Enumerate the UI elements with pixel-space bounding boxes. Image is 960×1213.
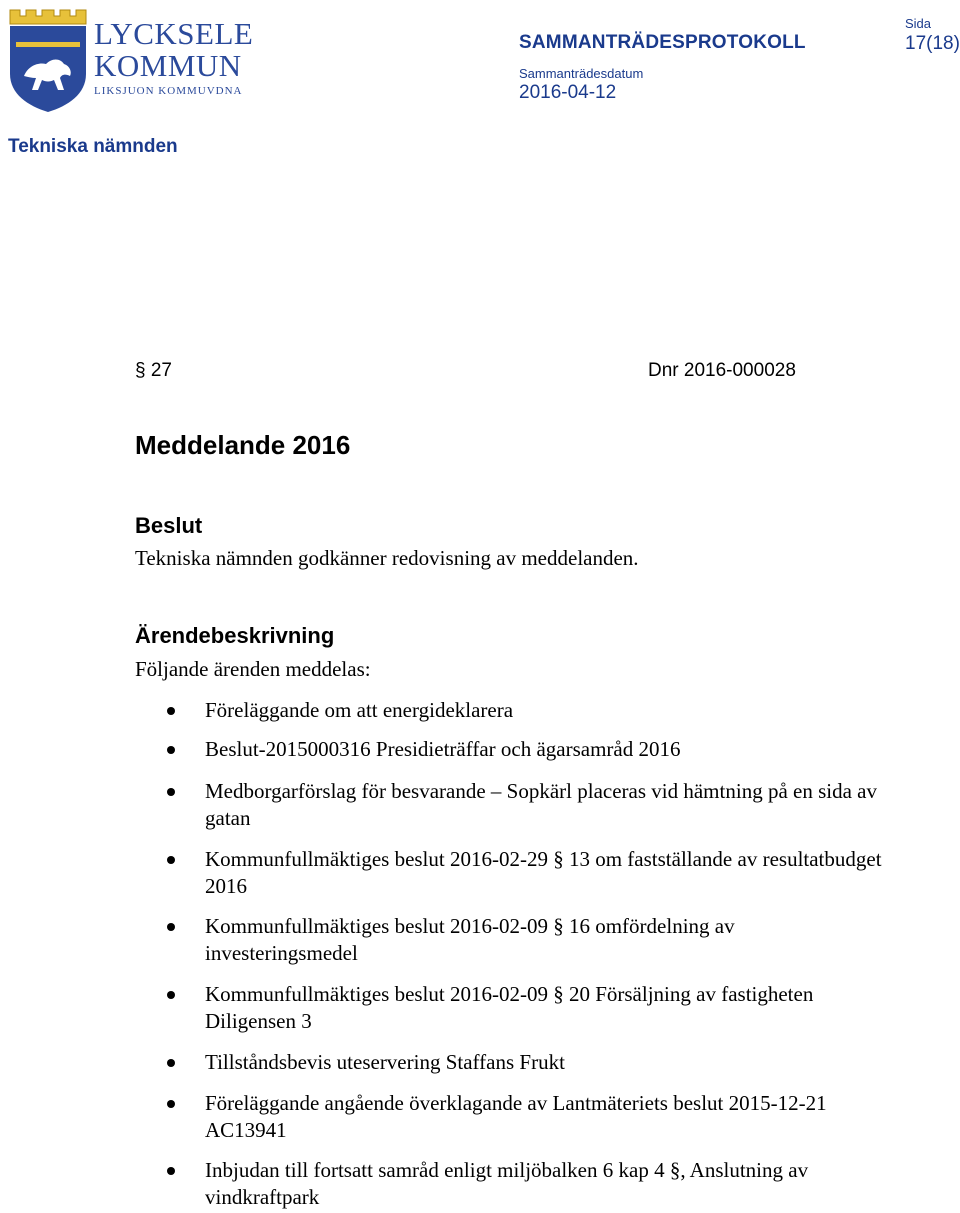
municipality-logo	[8, 6, 254, 114]
diary-number: Dnr 2016-000028	[648, 360, 796, 381]
list-item-text: Tillståndsbevis uteservering Staffans Frukt	[205, 1050, 565, 1074]
bullet-icon	[167, 923, 175, 931]
list-item	[205, 778, 885, 832]
list-item-text: Inbjudan till fortsatt samråd enligt miljöbalken 6 kap 4 §, Anslutning av vindkraftpark	[205, 1158, 809, 1209]
list-item	[205, 981, 885, 1035]
decision-text: Tekniska nämnden godkänner redovisning av meddelanden.	[135, 546, 639, 570]
logo-wordmark	[94, 18, 253, 97]
list-item	[205, 1049, 885, 1076]
bullet-icon	[167, 856, 175, 864]
committee-name: Tekniska nämnden	[8, 136, 178, 157]
list-item	[205, 1157, 885, 1211]
list-item	[205, 697, 885, 724]
logo-line-3: LIKSJUON KOMMUVDNA	[94, 85, 243, 97]
list-item-text: Beslut-2015000316 Presidieträffar och ägarsamråd 2016	[205, 737, 681, 761]
page-title: Meddelande 2016	[135, 430, 351, 460]
list-item	[205, 1090, 885, 1144]
list-item	[205, 846, 885, 900]
list-item-text: Föreläggande om att energideklarera	[205, 698, 514, 722]
description-heading: Ärendebeskrivning	[135, 623, 335, 648]
paragraph-number: § 27	[135, 360, 172, 381]
list-item	[205, 736, 885, 763]
bullet-icon	[167, 1059, 175, 1067]
bullet-icon	[167, 1167, 175, 1175]
page-number: 17(18)	[905, 33, 960, 54]
bullet-icon	[167, 1100, 175, 1108]
page-label: Sida	[905, 16, 932, 31]
list-item-text: Kommunfullmäktiges beslut 2016-02-09 § 20 Försäljning av fastigheten Diligensen 3	[205, 982, 814, 1033]
list-item-text: Medborgarförslag för besvarande – Sopkärl placeras vid hämtning på en sida av gatan	[205, 779, 877, 830]
list-item-text: Kommunfullmäktiges beslut 2016-02-29 § 13 om fastställande av resultatbudget 2016	[205, 847, 882, 898]
logo-line-1: LYCKSELE	[94, 16, 254, 51]
logo-line-2: KOMMUN	[94, 48, 242, 83]
list-item-text: Föreläggande angående överklagande av Lantmäteriets beslut 2015-12-21 AC13941	[205, 1091, 827, 1142]
list-item	[205, 913, 885, 967]
description-intro: Följande ärenden meddelas:	[135, 657, 371, 681]
bullet-icon	[167, 991, 175, 999]
list-item-text: Kommunfullmäktiges beslut 2016-02-09 § 16 omfördelning av investeringsmedel	[205, 914, 735, 965]
bullet-icon	[167, 707, 175, 715]
meeting-date: 2016-04-12	[519, 82, 617, 103]
bullet-icon	[167, 746, 175, 754]
decision-heading: Beslut	[135, 513, 203, 538]
document-type: SAMMANTRÄDESPROTOKOLL	[519, 32, 806, 53]
bullet-icon	[167, 788, 175, 796]
date-label: Sammanträdesdatum	[519, 66, 644, 81]
coat-of-arms-icon	[8, 6, 88, 112]
